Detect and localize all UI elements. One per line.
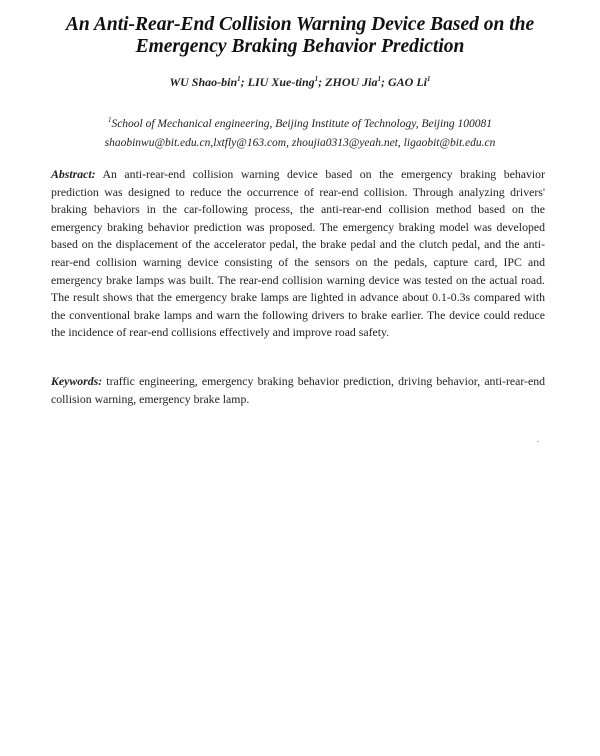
affiliation-line — [40, 111, 560, 134]
author-emails: shaobinwu@bit.edu.cn,lxtfly@163.com, zhoujia0313@yeah.net, ligaobit@bit.edu.cn — [104, 136, 496, 149]
author-name: GAO Li — [388, 75, 428, 89]
title-line-1: An Anti-Rear-End Collision Warning Device Based on the — [65, 14, 535, 35]
affiliation-block — [40, 111, 560, 153]
paper-title — [40, 14, 560, 58]
affiliation-text: School of Mechanical engineering, Beijing Institute of Technology, Beijing 100081 — [111, 117, 493, 130]
author-separator: ; — [318, 75, 326, 89]
author-name: LIU Xue-ting — [247, 75, 315, 89]
author-affil-mark: 1 — [377, 75, 382, 83]
abstract-text: An anti-rear-end collision warning device based on the emergency braking behavior prediction was designed to reduce the occurrence of rear-end collision. Through analyzing drivers' braking behaviors in the car-following process, the anti-rear-end collision method based on the emergency braking behavior prediction was proposed. The emergency braking model was developed based on the displacement of the accelerator pedal, the brake pedal and the clutch pedal, and the anti-rear-end collision warning device consisting of the sensors on the pedals, capture card, IPC and emergency brake lamps was built. The rear-end collision warning device was tested on the actual road. The result shows that the emergency brake lamps are lighted in advance about 0.1-0.3s compared with the conventional brake lamps and warn the following drivers to brake earlier. The device could reduce the incidence of rear-end collisions effectively and improve road safety. — [51, 167, 545, 340]
abstract-paragraph — [51, 166, 545, 342]
author-separator: ; — [240, 75, 248, 89]
keywords-label: Keywords: — [51, 374, 103, 388]
scan-speck — [537, 441, 539, 442]
author-affil-mark: 1 — [314, 75, 319, 83]
author-list — [40, 72, 560, 90]
keywords-text: traffic engineering, emergency braking behavior prediction, driving behavior, anti-rear-end collision warning, emergency brake lamp. — [51, 374, 545, 406]
author-name: WU Shao-bin — [169, 75, 238, 89]
affiliation-mark: 1 — [107, 116, 112, 124]
author-name: ZHOU Jia — [325, 75, 378, 89]
author-affil-mark: 1 — [427, 75, 431, 83]
title-line-2: Emergency Braking Behavior Prediction — [135, 36, 465, 57]
author-affil-mark: 1 — [237, 75, 241, 83]
author-separator: ; — [381, 75, 389, 89]
keywords-paragraph — [51, 373, 545, 408]
abstract-label: Abstract: — [51, 167, 96, 181]
